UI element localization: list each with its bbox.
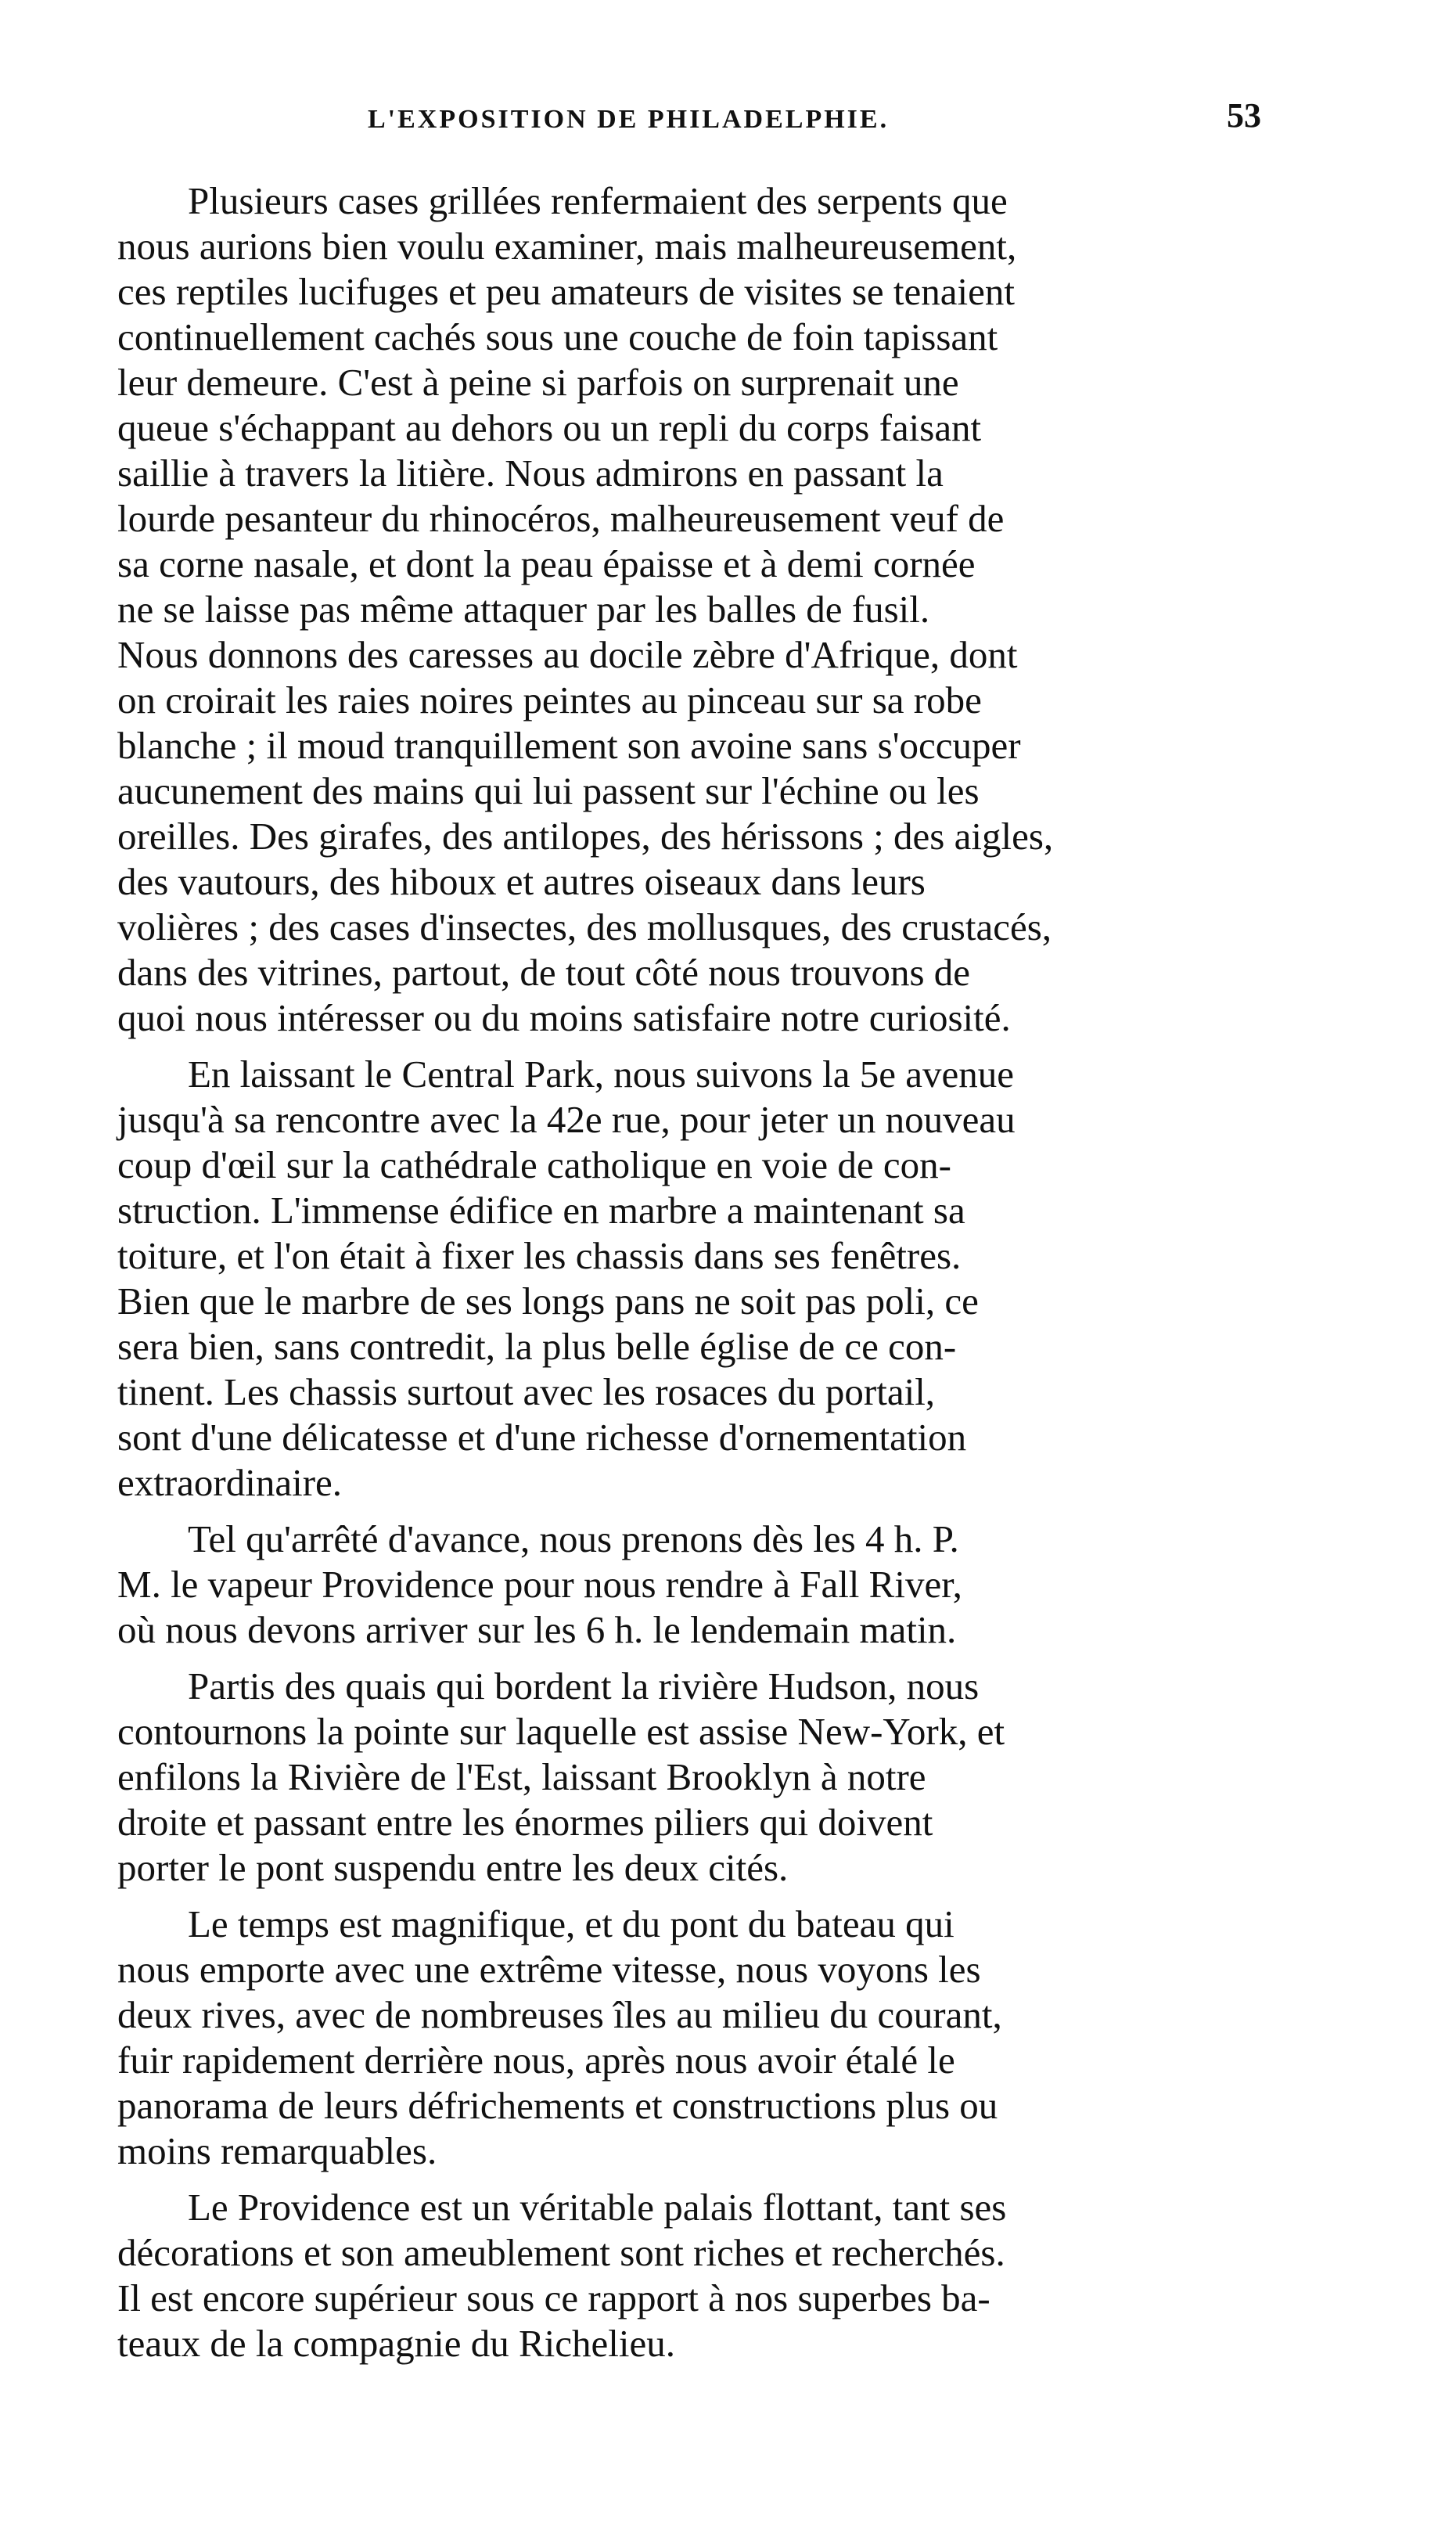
paragraph-hudson xyxy=(117,1664,1322,1891)
text-line: quoi nous intéresser ou du moins satisfaire notre curiosité. xyxy=(117,996,1011,1039)
text-line: ces reptiles lucifuges et peu amateurs de visites se tenaient xyxy=(117,270,1016,313)
text-line: blanche ; il moud tranquillement son avoine sans s'occuper xyxy=(117,724,1021,767)
text-line: panorama de leurs défrichements et constructions plus ou xyxy=(117,2084,998,2127)
running-title: L'EXPOSITION DE PHILADELPHIE. xyxy=(368,105,890,134)
text-line: sa corne nasale, et dont la peau épaisse et à demi cornée xyxy=(117,542,976,585)
paragraph-gap xyxy=(117,1891,1322,1902)
text-line: lourde pesanteur du rhinocéros, malheureusement veuf de xyxy=(117,497,1005,540)
paragraph-zoo xyxy=(117,178,1322,1041)
text-line: Partis des quais qui bordent la rivière Hudson, nous xyxy=(188,1664,980,1708)
text-line: Bien que le marbre de ses longs pans ne soit pas poli, ce xyxy=(117,1279,979,1322)
paragraph-gap xyxy=(117,1041,1322,1052)
text-line: ne se laisse pas même attaquer par les balles de fusil. xyxy=(117,588,930,631)
text-line: queue s'échappant au dehors ou un repli du corps faisant xyxy=(117,406,982,449)
text-line: struction. L'immense édifice en marbre a maintenant sa xyxy=(117,1189,965,1232)
text-line: fuir rapidement derrière nous, après nous avoir étalé le xyxy=(117,2039,955,2082)
paragraph-cathedral xyxy=(117,1052,1322,1506)
paragraph-departure xyxy=(117,1517,1322,1653)
page-number: 53 xyxy=(1227,96,1261,135)
text-line: leur demeure. C'est à peine si parfois on surprenait une xyxy=(117,361,959,404)
text-line: tinent. Les chassis surtout avec les rosaces du portail, xyxy=(117,1370,936,1413)
text-line: Tel qu'arrêté d'avance, nous prenons dès les 4 h. P. xyxy=(188,1517,959,1560)
text-line: moins remarquables. xyxy=(117,2129,437,2172)
text-line: sont d'une délicatesse et d'une richesse d'ornementation xyxy=(117,1416,967,1459)
text-line: on croirait les raies noires peintes au pinceau sur sa robe xyxy=(117,678,982,722)
text-line: teaux de la compagnie du Richelieu. xyxy=(117,2322,675,2365)
paragraph-gap xyxy=(117,1506,1322,1517)
text-line: Plusieurs cases grillées renfermaient des serpents que xyxy=(188,179,1008,222)
text-line: contournons la pointe sur laquelle est assise New-York, et xyxy=(117,1710,1005,1753)
text-line: extraordinaire. xyxy=(117,1461,343,1504)
body-text xyxy=(117,178,1322,2366)
paragraph-providence xyxy=(117,2185,1322,2366)
text-line: où nous devons arriver sur les 6 h. le lendemain matin. xyxy=(117,1608,957,1651)
text-line: nous aurions bien voulu examiner, mais malheureusement, xyxy=(117,225,1017,268)
text-line: Il est encore supérieur sous ce rapport à nos superbes ba- xyxy=(117,2276,990,2319)
paragraph-gap xyxy=(117,1653,1322,1664)
text-line: Le Providence est un véritable palais flottant, tant ses xyxy=(188,2186,1007,2229)
text-line: jusqu'à sa rencontre avec la 42e rue, pour jeter un nouveau xyxy=(117,1098,1016,1141)
text-line: volières ; des cases d'insectes, des mollusques, des crustacés, xyxy=(117,905,1052,948)
text-line: sera bien, sans contredit, la plus belle église de ce con- xyxy=(117,1325,957,1368)
text-line: saillie à travers la litière. Nous admirons en passant la xyxy=(117,452,944,495)
text-line: continuellement cachés sous une couche de foin tapissant xyxy=(117,315,998,358)
text-line: En laissant le Central Park, nous suivons la 5e avenue xyxy=(188,1053,1014,1096)
text-line: droite et passant entre les énormes piliers qui doivent xyxy=(117,1801,933,1844)
text-line: enfilons la Rivière de l'Est, laissant Brooklyn à notre xyxy=(117,1755,926,1798)
paragraph-gap xyxy=(117,2174,1322,2185)
text-line: deux rives, avec de nombreuses îles au milieu du courant, xyxy=(117,1993,1002,2036)
text-line: Le temps est magnifique, et du pont du bateau qui xyxy=(188,1902,954,1945)
text-line: coup d'œil sur la cathédrale catholique en voie de con- xyxy=(117,1143,951,1186)
text-line: aucunement des mains qui lui passent sur l'échine ou les xyxy=(117,769,980,812)
text-line: nous emporte avec une extrême vitesse, nous voyons les xyxy=(117,1948,981,1991)
paragraph-weather xyxy=(117,1902,1322,2174)
text-line: Nous donnons des caresses au docile zèbre d'Afrique, dont xyxy=(117,633,1018,676)
text-line: oreilles. Des girafes, des antilopes, des hérissons ; des aigles, xyxy=(117,815,1054,858)
text-line: M. le vapeur Providence pour nous rendre à Fall River, xyxy=(117,1563,962,1606)
text-line: des vautours, des hiboux et autres oiseaux dans leurs xyxy=(117,860,926,903)
text-line: toiture, et l'on était à fixer les chassis dans ses fenêtres. xyxy=(117,1234,962,1277)
text-line: dans des vitrines, partout, de tout côté nous trouvons de xyxy=(117,951,971,994)
text-line: décorations et son ameublement sont riches et recherchés. xyxy=(117,2231,1005,2274)
text-line: porter le pont suspendu entre les deux cités. xyxy=(117,1846,789,1889)
